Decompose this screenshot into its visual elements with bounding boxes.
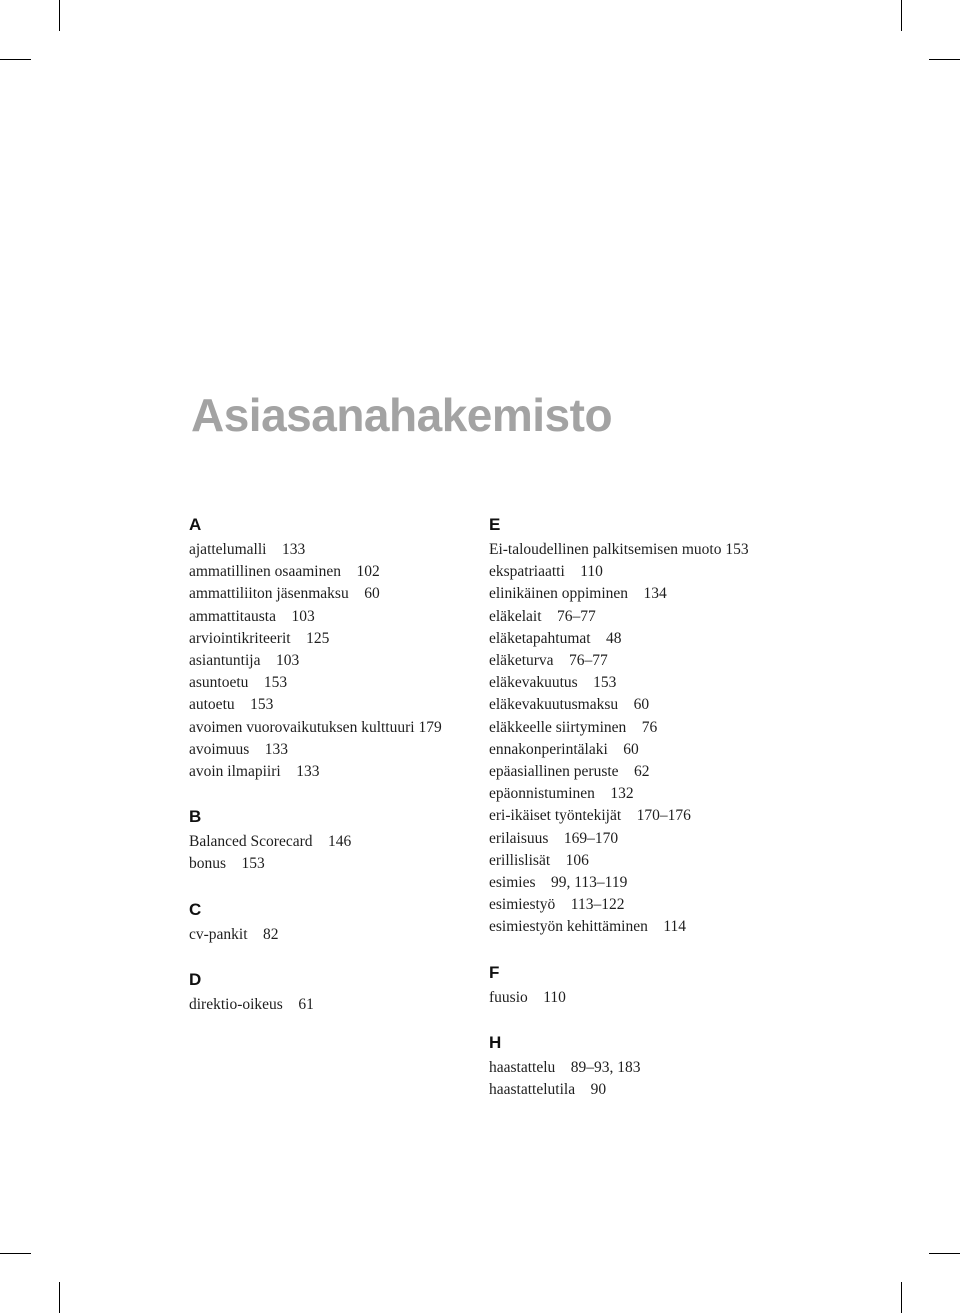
- crop-mark-top-left-h: [0, 59, 31, 60]
- index-entry: fuusio 110: [489, 988, 566, 1006]
- crop-mark-top-left: [59, 0, 60, 31]
- index-entry: erillislisät 106: [489, 851, 589, 869]
- section-letter: H: [489, 1032, 502, 1052]
- crop-mark-top-right-h: [929, 59, 960, 60]
- index-entry: autoetu 153: [189, 696, 274, 714]
- index-section-d: [189, 970, 474, 1016]
- index-section-c: [189, 900, 474, 946]
- section-letter: D: [189, 969, 202, 989]
- entry-list: [489, 539, 779, 939]
- index-entry: haastattelutila 90: [489, 1081, 607, 1099]
- index-section-h: [489, 1033, 779, 1101]
- index-entry: ammattiliiton jäsenmaksu 60: [189, 585, 380, 603]
- index-entry: eläkelait 76–77: [489, 607, 596, 625]
- index-entry: ekspatriaatti 110: [489, 563, 603, 581]
- index-entry: ennakonperintälaki 60: [489, 740, 639, 758]
- index-entry: cv-pankit 82: [189, 925, 279, 943]
- index-section-a: [189, 515, 474, 783]
- index-section-f: [489, 963, 779, 1009]
- index-section-b: [189, 807, 474, 875]
- crop-mark-top-right: [901, 0, 902, 31]
- index-entry: avoin ilmapiiri 133: [189, 763, 320, 781]
- index-entry: esimiestyön kehittäminen 114: [489, 918, 687, 936]
- index-entry: eri-ikäiset työntekijät 170–176: [489, 807, 691, 825]
- section-letter: F: [489, 962, 500, 982]
- index-entry: eläketapahtumat 48: [489, 629, 622, 647]
- index-entry: asiantuntija 103: [189, 652, 300, 670]
- crop-mark-bottom-right: [901, 1282, 902, 1313]
- crop-mark-bottom-right-h: [929, 1253, 960, 1254]
- index-section-e: [489, 515, 779, 939]
- entry-list: [189, 831, 474, 875]
- index-entry: Ei-taloudellinen palkitsemisen muoto 153: [489, 541, 749, 558]
- index-entry: ammatillinen osaaminen 102: [189, 563, 380, 581]
- index-entry: bonus 153: [189, 855, 265, 873]
- crop-mark-bottom-left-h: [0, 1253, 31, 1254]
- index-entry: Balanced Scorecard 146: [189, 833, 352, 851]
- index-entry: direktio-oikeus 61: [189, 995, 314, 1013]
- index-entry: ammattitausta 103: [189, 607, 315, 625]
- section-spacer: [189, 946, 474, 970]
- section-spacer: [189, 783, 474, 807]
- index-entry: eläkevakuutusmaksu 60: [489, 696, 650, 714]
- index-entry: ajattelumalli 133: [189, 541, 306, 558]
- index-entry: asuntoetu 153: [189, 674, 288, 692]
- section-spacer: [489, 1009, 779, 1033]
- index-entry: esimies 99, 113–119: [489, 874, 628, 892]
- index-entry: esimiestyö 113–122: [489, 896, 625, 914]
- entry-list: [489, 987, 779, 1009]
- index-entry: erilaisuus 169–170: [489, 829, 619, 847]
- index-entry: avoimuus 133: [189, 740, 289, 758]
- index-entry: eläkevakuutus 153: [489, 674, 617, 692]
- index-entry: eläkkeelle siirtyminen 76: [489, 718, 658, 736]
- index-entry: elinikäinen oppiminen 134: [489, 585, 667, 603]
- entry-list: [189, 924, 474, 946]
- index-entry: epäasiallinen peruste 62: [489, 763, 650, 781]
- index-entry: haastattelu 89–93, 183: [489, 1058, 641, 1076]
- section-letter: C: [189, 899, 202, 919]
- section-letter: B: [189, 807, 202, 827]
- section-letter: A: [189, 515, 202, 534]
- entry-list: [189, 539, 474, 783]
- entry-list: [189, 994, 474, 1016]
- crop-mark-bottom-left: [59, 1282, 60, 1313]
- entry-list: [489, 1057, 779, 1101]
- section-letter: E: [489, 515, 501, 534]
- section-spacer: [189, 876, 474, 900]
- index-entry: arviointikriteerit 125: [189, 629, 330, 647]
- index-left-column: [189, 515, 474, 1016]
- page-title: Asiasanahakemisto: [191, 389, 613, 441]
- index-right-column: [489, 515, 779, 1101]
- index-entry: avoimen vuorovaikutuksen kulttuuri 179: [189, 718, 442, 736]
- section-spacer: [489, 939, 779, 963]
- index-entry: epäonnistuminen 132: [489, 785, 634, 803]
- index-entry: eläketurva 76–77: [489, 652, 608, 670]
